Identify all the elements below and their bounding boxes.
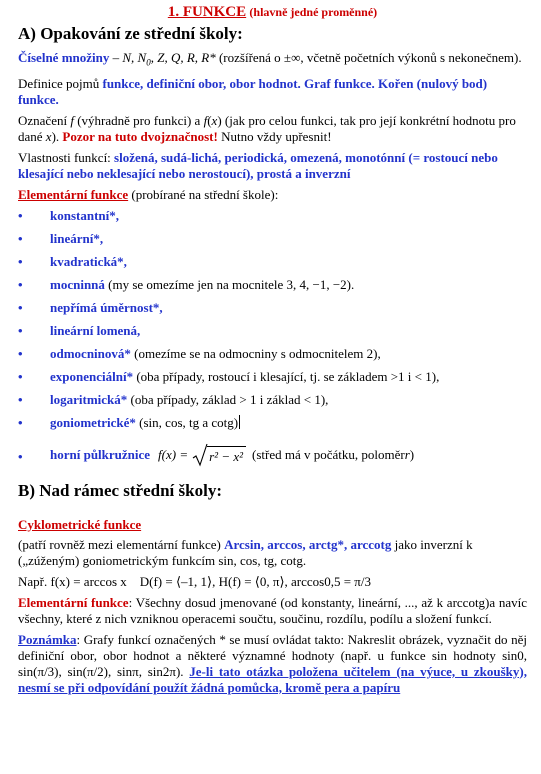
properties-paragraph: Vlastnosti funkcí: složená, sudá-lichá, periodická, omezená, monotónní (= rostoucí nebo klesající nebo neklesající nebo nerostoucí), prostá a inverzní [18,149,498,181]
bullet-icon: • [18,299,23,315]
bullet-icon: • [18,345,23,361]
bullet-icon: • [18,207,23,223]
list-item: • exponenciální* (oba případy, rostoucí i klesající, tj. se základem >1 i < 1), [18,368,440,384]
semicircle-row: horní půlkružnice f(x) = r² − x² (střed má v počátku, poloměr r ) [50,443,527,467]
document-title [18,4,527,20]
list-item: • lineární lomená, [18,322,141,338]
bullet-icon: • [18,414,23,430]
section-a-heading: A) Opakování ze střední školy: [18,24,243,43]
bullet-icon: • [18,448,23,464]
list-item [18,443,527,467]
section-b-heading: B) Nad rámec střední školy: [18,480,222,500]
text-cursor [239,415,240,429]
list-item: • goniometrické* (sin, cos, tg a cotg) [18,414,239,430]
elementary-definition-paragraph: Elementární funkce: Všechny dosud jmenované (od konstanty, lineární, ..., až k arccotg)a navíc všechny, které z nich vzniknou operacemi součtu, součinu, rozdílu, podílu a složení funkcí. [18,594,527,626]
list-item: • logaritmická* (oba případy, základ > 1 i základ < 1), [18,391,329,407]
bullet-icon: • [18,322,23,338]
list-item: • lineární*, [18,230,104,246]
chapter-title: 1. FUNKCE [167,4,247,20]
cyclometric-paragraph: (patří rovněž mezi elementární funkce) Arcsin, arccos, arctg*, arccotg jako inverzní k („zúženým) goniometrickým funkcím sin, cos, tg, cotg. [18,536,473,568]
bullet-icon: • [18,276,23,292]
list-item: • odmocninová* (omezíme se na odmocniny s odmocnitelem 2), [18,345,381,361]
square-root-icon [192,443,208,467]
bullet-icon: • [18,230,23,246]
note-paragraph: Poznámka: Grafy funkcí označených * se musí ovládat takto: Nakreslit obrázek, vyznačit do něj definiční obor, obor hodnot a některé významné hodnoty (např. u funkce sin hodnoty sin0, sin(π/3), sin(π/2), sinπ, sin2π). Je-li tato otázka položena učitelem (na výuce, u zkoušky), nesmí se při odpovídání použít žádná pomůcka, kromě pera a papíru [18,631,527,695]
bullet-icon: • [18,368,23,384]
elementary-functions-intro: Elementární funkce (probírané na střední škole): [18,186,279,202]
cyclometric-title: Cyklometrické funkce [18,516,142,532]
elementary-functions-list [18,208,527,467]
arccos-example: Např. f(x) = arccos x D(f) = ⟨–1, 1⟩, H(f) = ⟨0, π⟩, arccos0,5 = π/3 [18,573,371,589]
list-item: • kvadratická*, [18,253,127,269]
ambiguity-warning: Pozor na tuto dvojznačnost! [62,128,218,144]
list-item: • nepřímá úměrnost*, [18,299,163,315]
definitions-paragraph: Definice pojmů funkce, definiční obor, obor hodnot. Graf funkce. Kořen (nulový bod) funkce. [18,75,488,107]
bullet-icon: • [18,391,23,407]
list-item: • mocninná (my se omezíme jen na mocnitele 3, 4, −1, −2). [18,276,355,292]
semicircle-formula: f(x) = r² − x² [158,443,246,467]
number-sets-paragraph: Číselné množiny – N, $N_0$, Z, Q, R, R* (rozšířená o ±∞, včetně početních výkonů s nekonečnem). [18,50,522,68]
chapter-subtitle: (hlavně jedné proměnné) [249,5,378,19]
bullet-icon: • [18,253,23,269]
notation-paragraph: Označení f (výhradně pro funkci) a f(x) (jak pro celou funkci, tak pro její konkrétní hodnotu pro dané x). Pozor na tuto dvojznačnost! Nutno vždy upřesnit! [18,112,516,144]
list-item: • konstantní*, [18,207,119,223]
